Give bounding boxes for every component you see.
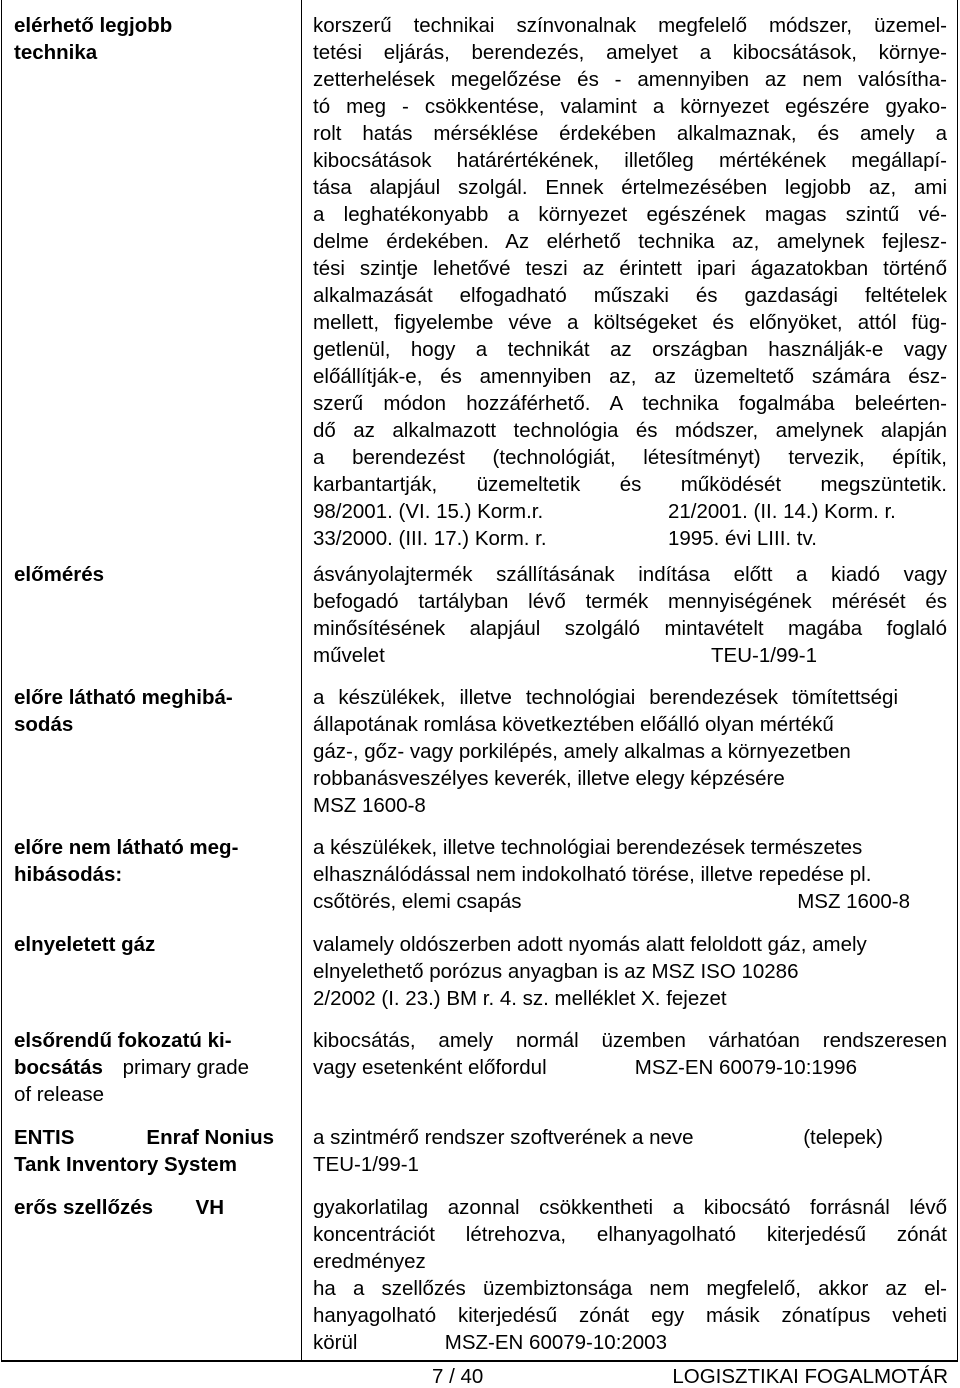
definition-line: valamely oldószerben adott nyomás alatt feloldott gáz, amely bbox=[313, 933, 867, 956]
term-line: hibásodás: bbox=[14, 863, 123, 886]
definition-line: gyakorlatilag azonnal csökkentheti a kibocsátó forrásnál lévő bbox=[313, 1196, 947, 1219]
term-elerheto-legjobb-technika bbox=[14, 12, 294, 66]
term-line: elérhető legjobb bbox=[14, 14, 173, 37]
term-elore-nem-lathato-meghibasodas bbox=[14, 834, 294, 888]
term-line: előmérés bbox=[14, 563, 105, 586]
page-number: 7 / 40 bbox=[432, 1365, 484, 1388]
definition-line: getlenül, hogy a technikát az országban használják-e vagy bbox=[313, 338, 947, 361]
reference-row bbox=[313, 642, 947, 669]
term-entis bbox=[14, 1124, 274, 1178]
definition-note: (telepek) bbox=[803, 1126, 883, 1149]
definition-line: tési szintje lehetővé teszi az érintett ipari ágazatokban történő bbox=[313, 257, 947, 280]
term-eros-szellozes bbox=[14, 1194, 224, 1221]
reference-row bbox=[313, 498, 947, 525]
definition-elore-lathato-meghibasodas bbox=[313, 684, 947, 819]
reference-code: MSZ 1600-8 bbox=[797, 890, 910, 913]
definition-line: minősítésének alapjául szolgáló mintavételt magába foglaló bbox=[313, 617, 947, 640]
definition-line: befogadó tartályban lévő termék mennyiségének mérését és bbox=[313, 590, 947, 613]
definition-line: kibocsátás, amely normál üzemben várhatóan rendszeresen bbox=[313, 1029, 947, 1052]
definition-line: hanyagolható kiterjedésű zónát egy másik zónatípus veheti bbox=[313, 1304, 947, 1327]
definition-line: a készülékek, illetve technológiai berendezések tömítettségi bbox=[313, 686, 898, 709]
definition-line: szerű módon hozzáférhető. A technika fogalmába beleérten- bbox=[313, 392, 947, 415]
reference-right: 1995. évi LIII. tv. bbox=[668, 527, 817, 550]
term-line: elnyeletett gáz bbox=[14, 933, 156, 956]
reference-code: TEU-1/99-1 bbox=[711, 644, 817, 667]
reference-row bbox=[313, 1054, 947, 1081]
definition-line: tása alapjául szolgál. Ennek értelmezésében legjobb az, ami bbox=[313, 176, 947, 199]
reference-row bbox=[313, 525, 947, 552]
definition-tail: körül bbox=[313, 1331, 358, 1354]
term-elomeres bbox=[14, 561, 294, 588]
definition-line: ha a szellőzés üzembiztonsága nem megfelelő, akkor az el- bbox=[313, 1277, 947, 1300]
definition-eros-szellozes bbox=[313, 1194, 947, 1356]
page-footer bbox=[0, 1366, 960, 1388]
term-line: erős szellőzés bbox=[14, 1196, 154, 1219]
term-elsorendu-fokozatu-kibocsatas bbox=[14, 1027, 294, 1108]
reference-code: MSZ-EN 60079-10:2003 bbox=[444, 1331, 667, 1354]
definition-elore-nem-lathato-meghibasodas bbox=[313, 834, 947, 915]
reference-row bbox=[313, 1329, 947, 1356]
reference-code: 2/2002 (I. 23.) BM r. 4. sz. melléklet X. fejezet bbox=[313, 987, 727, 1010]
definition-line: korszerű technikai színvonalnak megfelelő módszer, üzemel- bbox=[313, 14, 947, 37]
term-expansion: Enraf Nonius bbox=[146, 1126, 274, 1149]
reference-right: 21/2001. (II. 14.) Korm. r. bbox=[668, 500, 896, 523]
definition-line: ásványolajtermék szállításának indítása előtt a kiadó vagy bbox=[313, 563, 947, 586]
definition-line: a készülékek, illetve technológiai berendezések természetes bbox=[313, 836, 863, 859]
definition-line: állapotának romlása következtében előálló olyan mértékű bbox=[313, 713, 834, 736]
term-line: sodás bbox=[14, 713, 74, 736]
definition-line: a berendezést (technológiát, létesítményt) tervezik, építik, bbox=[313, 446, 947, 469]
definition-line: robbanásveszélyes keverék, illetve elegy képzésére bbox=[313, 767, 785, 790]
term-line: elsőrendű fokozatú ki- bbox=[14, 1029, 232, 1052]
reference-code: MSZ-EN 60079-10:1996 bbox=[634, 1056, 857, 1079]
definition-line: elnyelethető porózus anyagban is az MSZ ISO 10286 bbox=[313, 960, 799, 983]
definition-elnyeletett-gaz bbox=[313, 931, 947, 1012]
term-line bbox=[14, 1054, 294, 1081]
definition-line: rolt hatás mérséklése érdekében alkalmaznak, és amely a bbox=[313, 122, 947, 145]
term-abbreviation: VH bbox=[195, 1196, 224, 1219]
reference-code: MSZ 1600-8 bbox=[313, 794, 426, 817]
term-line: előre látható meghibá- bbox=[14, 686, 233, 709]
term-english: primary grade bbox=[122, 1056, 250, 1079]
definition-line: eredményez bbox=[313, 1250, 426, 1273]
table-border-middle bbox=[301, 0, 302, 1362]
definition-line: kibocsátások határértékének, illetőleg mértékének megállapí- bbox=[313, 149, 947, 172]
definition-line: zetterhelések megelőzése és - amennyiben az nem valósítha- bbox=[313, 68, 947, 91]
term-english: of release bbox=[14, 1083, 105, 1106]
definition-line: elhasználódással nem indokolható törése, illetve repedése pl. bbox=[313, 863, 872, 886]
term-line: előre nem látható meg- bbox=[14, 836, 239, 859]
definition-line: tetési eljárás, berendezés, amelyet a kibocsátások, környe- bbox=[313, 41, 947, 64]
term-abbreviation: ENTIS bbox=[14, 1126, 75, 1149]
reference-left: 33/2000. (III. 17.) Korm. r. bbox=[313, 527, 547, 550]
reference-row bbox=[313, 888, 947, 915]
definition-line bbox=[313, 1124, 947, 1151]
table-border-bottom bbox=[1, 1360, 958, 1362]
definition-entis bbox=[313, 1124, 947, 1178]
definition-elsorendu-fokozatu-kibocsatas bbox=[313, 1027, 947, 1081]
definition-line: alkalmazását elfogadható műszaki és gazdasági feltételek bbox=[313, 284, 947, 307]
definition-line: delme érdekében. Az elérhető technika az, amelynek fejlesz- bbox=[313, 230, 947, 253]
definition-line: előállítják-e, és amennyiben az, az üzemeltető számára ész- bbox=[313, 365, 947, 388]
term-elnyeletett-gaz bbox=[14, 931, 294, 958]
term-line: technika bbox=[14, 41, 98, 64]
term-line bbox=[14, 1124, 274, 1151]
definition-line: koncentrációt létrehozva, elhanyagolható kiterjedésű zónát bbox=[313, 1223, 947, 1246]
definition-text: a szintmérő rendszer szoftverének a neve bbox=[313, 1126, 694, 1149]
term-line: Tank Inventory System bbox=[14, 1153, 237, 1176]
definition-tail: vagy esetenként előfordul bbox=[313, 1056, 547, 1079]
definition-line: mellett, figyelembe véve a költségeket és előnyöket, attól füg- bbox=[313, 311, 947, 334]
term-fragment: bocsátás bbox=[14, 1056, 103, 1079]
definition-tail: művelet bbox=[313, 644, 385, 667]
definition-line: gáz-, gőz- vagy porkilépés, amely alkalmas a környezetben bbox=[313, 740, 851, 763]
definition-line: dő az alkalmazott technológia és módszer, amelynek alapján bbox=[313, 419, 947, 442]
reference-code: TEU-1/99-1 bbox=[313, 1153, 419, 1176]
definition-tail: csőtörés, elemi csapás bbox=[313, 890, 522, 913]
definition-line: a leghatékonyabb a környezet egészének magas szintű vé- bbox=[313, 203, 947, 226]
definition-elomeres bbox=[313, 561, 947, 669]
definition-line: karbantartják, üzemeltetik és működését megszüntetik. bbox=[313, 473, 947, 496]
document-title: LOGISZTIKAI FOGALMOTÁR bbox=[672, 1365, 948, 1388]
table-border-right bbox=[957, 0, 958, 1362]
term-elore-lathato-meghibasodas bbox=[14, 684, 294, 738]
table-border-left bbox=[1, 0, 2, 1362]
reference-left: 98/2001. (VI. 15.) Korm.r. bbox=[313, 500, 544, 523]
definition-elerheto-legjobb-technika bbox=[313, 12, 947, 552]
definition-line: tó meg - csökkentése, valamint a környezet egészére gyako- bbox=[313, 95, 947, 118]
